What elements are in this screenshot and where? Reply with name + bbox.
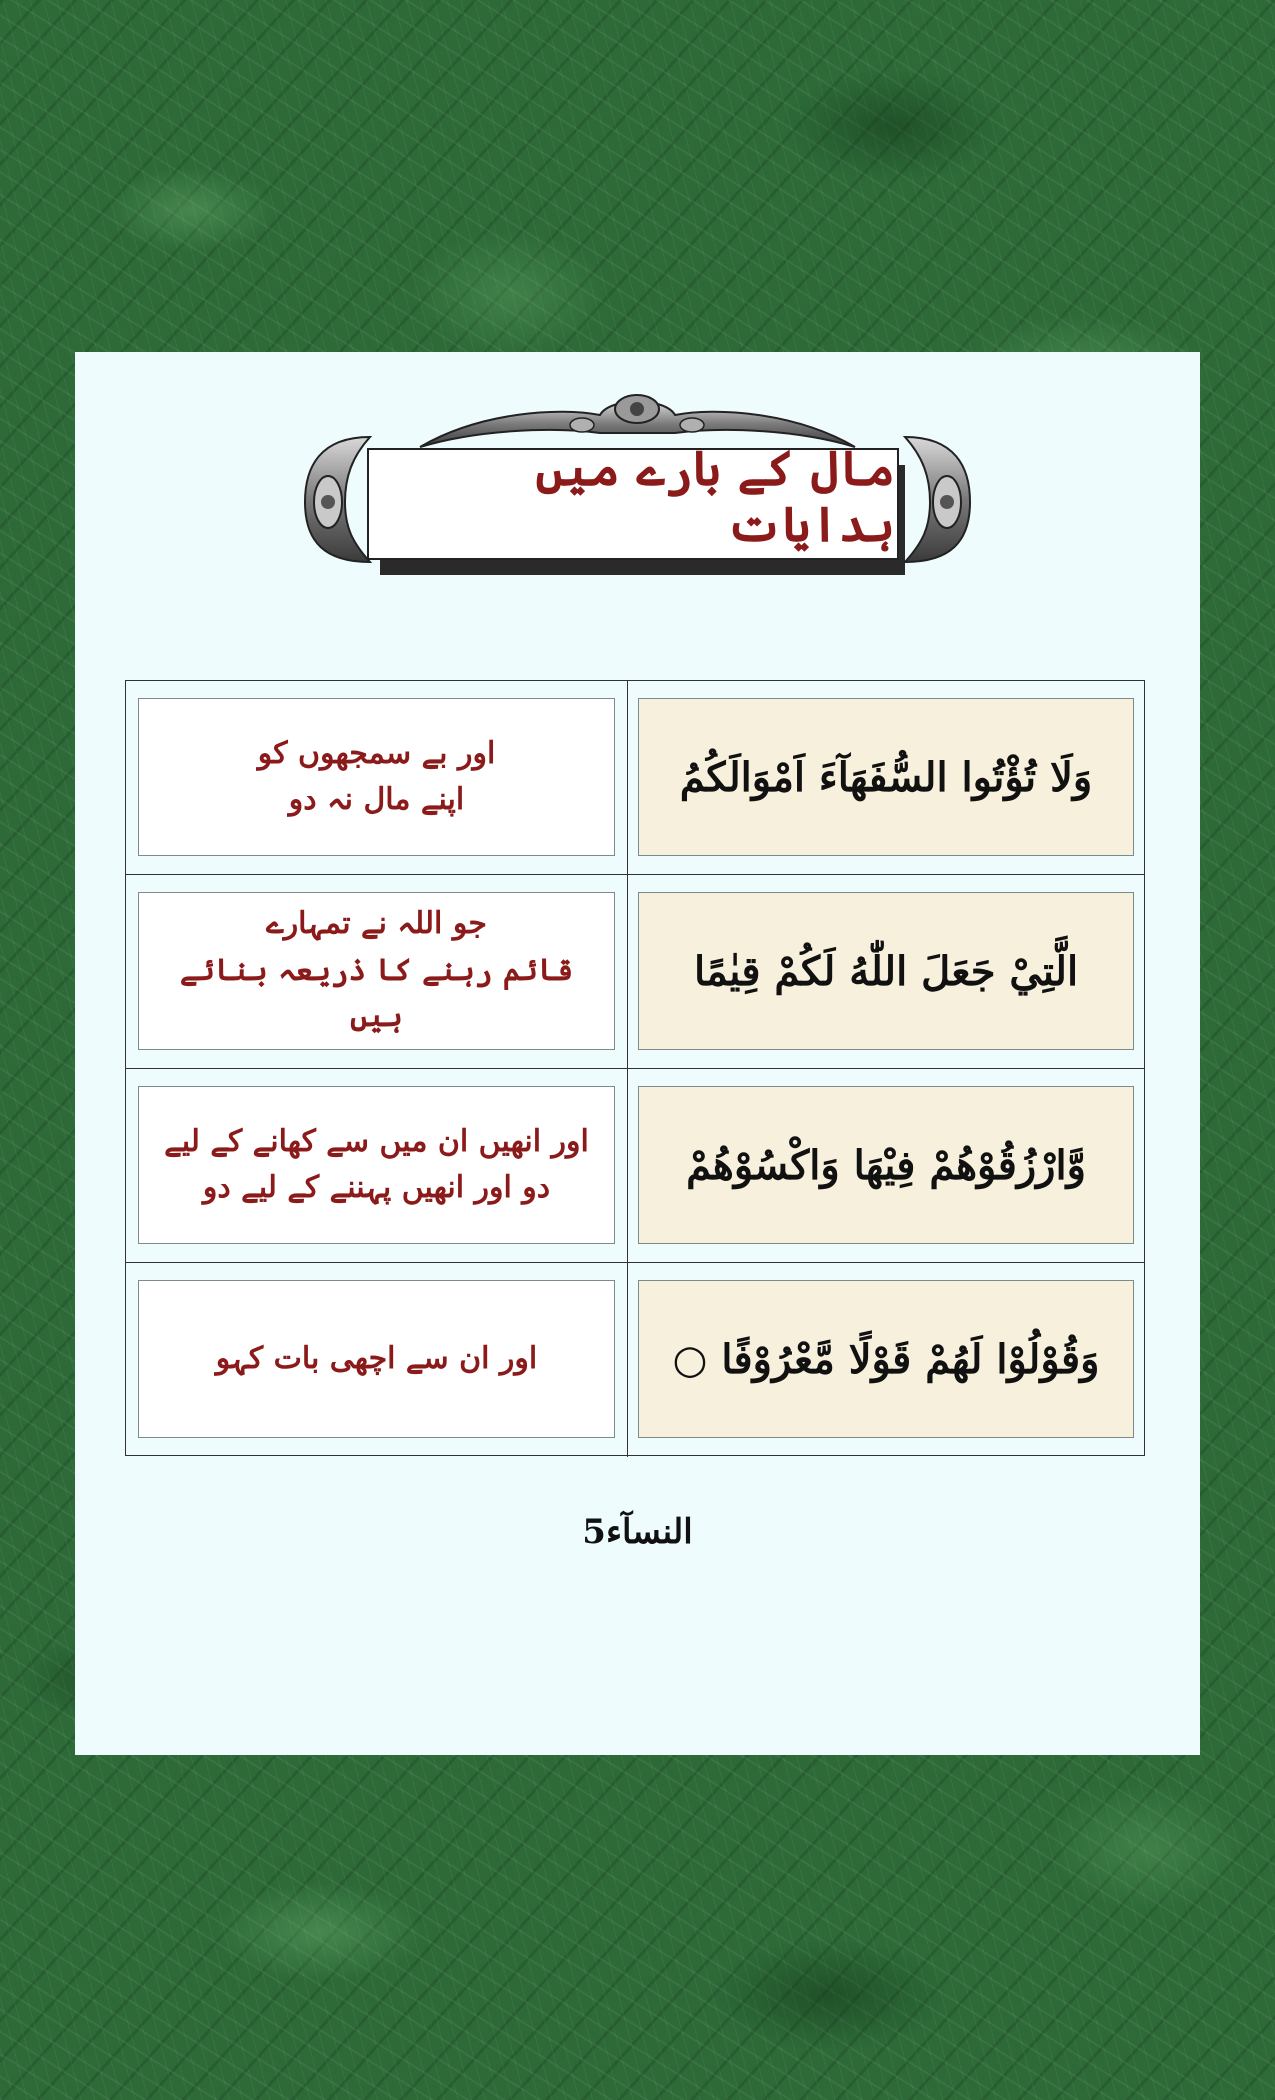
column-divider [627, 681, 628, 874]
title-banner [300, 367, 975, 607]
urdu-translation: اور ان سے اچھی بات کہو [138, 1280, 615, 1438]
urdu-translation: اور بے سمجھوں کو اپنے مال نہ دو [138, 698, 615, 856]
urdu-translation: جو اللہ نے تمہارے قائم رہنے کا ذریعہ بنائے ہیں [138, 892, 615, 1050]
table-row [126, 681, 1144, 875]
table-row [126, 1263, 1144, 1457]
arabic-verse: وَقُوْلُوْا لَهُمْ قَوْلًا مَّعْرُوْفًا ○ [638, 1280, 1134, 1438]
column-divider [627, 875, 628, 1068]
arabic-verse: وَّارْزُقُوْهُمْ فِيْهَا وَاكْسُوْهُمْ [638, 1086, 1134, 1244]
table-row [126, 875, 1144, 1069]
surah-reference: النسآء5 [582, 1512, 693, 1552]
column-divider [627, 1263, 628, 1457]
table-row [126, 1069, 1144, 1263]
column-divider [627, 1069, 628, 1262]
verse-table [125, 680, 1145, 1456]
urdu-translation: اور انھیں ان میں سے کھانے کے لیے دو اور انھیں پہننے کے لیے دو [138, 1086, 615, 1244]
content-panel [75, 352, 1200, 1755]
arabic-verse: الَّتِيْ جَعَلَ اللّٰهُ لَكُمْ قِيٰمًا [638, 892, 1134, 1050]
page-title: مال کے بارے میں ہدایات [535, 441, 895, 553]
arabic-verse: وَلَا تُؤْتُوا السُّفَهَآءَ اَمْوَالَكُمُ [638, 698, 1134, 856]
